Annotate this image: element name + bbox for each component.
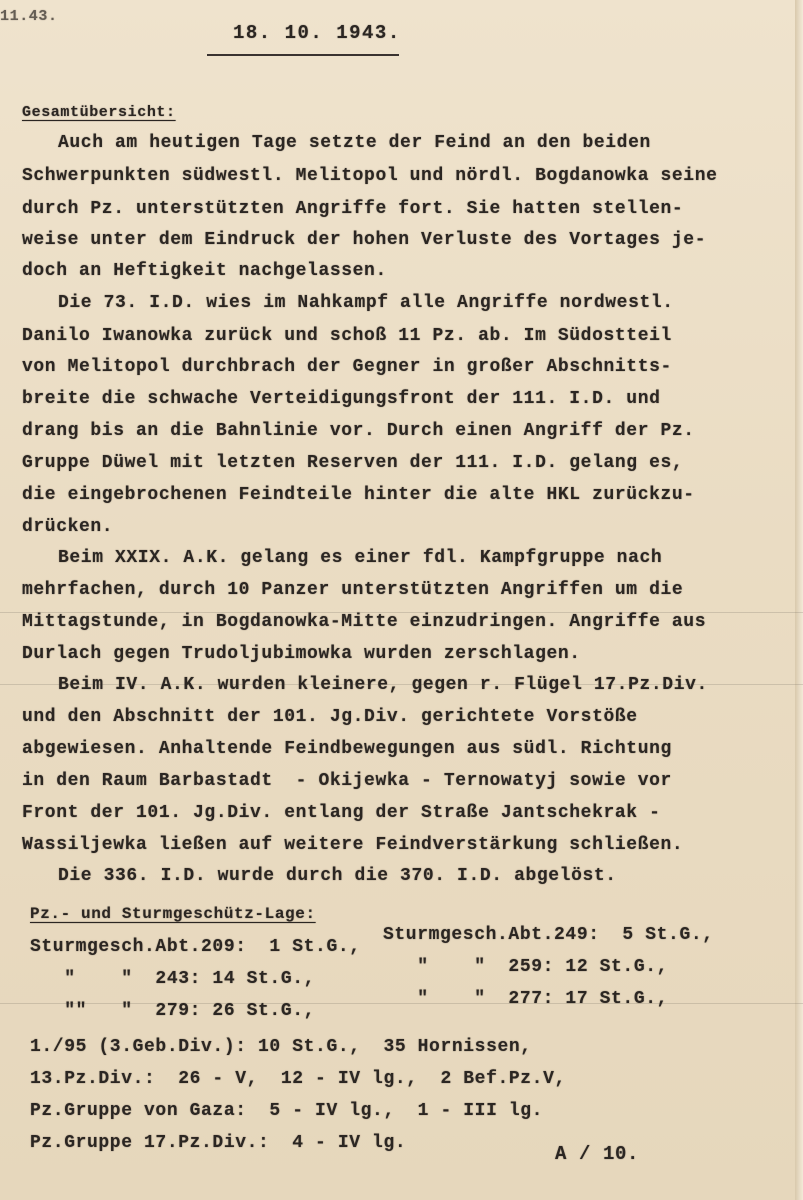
armor-row: Sturmgesch.Abt.249: 5 St.G.,: [383, 925, 714, 945]
armor-row: "" " 279: 26 St.G.,: [30, 1001, 316, 1021]
text-line: die eingebrochenen Feindteile hinter die alte HKL zurückzu-: [22, 485, 695, 505]
text-line: Beim XXIX. A.K. gelang es einer fdl. Kampfgruppe nach: [58, 548, 663, 568]
armor-row: Pz.Gruppe 17.Pz.Div.: 4 - IV lg.: [30, 1133, 407, 1153]
text-line: Die 73. I.D. wies im Nahkampf alle Angriffe nordwestl.: [58, 293, 674, 313]
text-line: Schwerpunkten südwestl. Melitopol und nördl. Bogdanowka seine: [22, 166, 718, 186]
page-marker: 11.43.: [0, 8, 58, 25]
date-underline: [207, 54, 399, 56]
page-reference: A / 10.: [555, 1143, 640, 1165]
text-line: Die 336. I.D. wurde durch die 370. I.D. abgelöst.: [58, 866, 617, 886]
text-line: Beim IV. A.K. wurden kleinere, gegen r. Flügel 17.Pz.Div.: [58, 675, 708, 695]
text-line: Front der 101. Jg.Div. entlang der Straße Jantschekrak -: [22, 803, 661, 823]
text-line: und den Abschnitt der 101. Jg.Div. gerichtete Vorstöße: [22, 707, 638, 727]
text-line: Durlach gegen Trudoljubimowka wurden zerschlagen.: [22, 644, 581, 664]
armor-row: " " 277: 17 St.G.,: [383, 989, 669, 1009]
text-line: von Melitopol durchbrach der Gegner in großer Abschnitts-: [22, 357, 672, 377]
armor-row: 13.Pz.Div.: 26 - V, 12 - IV lg., 2 Bef.Pz.V,: [30, 1069, 566, 1089]
overview-heading: Gesamtübersicht:: [22, 104, 176, 121]
text-line: doch an Heftigkeit nachgelassen.: [22, 261, 387, 281]
page-edge: [795, 0, 803, 1200]
text-line: Wassiljewka ließen auf weitere Feindverstärkung schließen.: [22, 835, 684, 855]
armor-row: " " 243: 14 St.G.,: [30, 969, 316, 989]
text-line: drücken.: [22, 517, 114, 537]
text-line: breite die schwache Verteidigungsfront der 111. I.D. und: [22, 389, 661, 409]
armor-row: 1./95 (3.Geb.Div.): 10 St.G., 35 Hornissen,: [30, 1037, 532, 1057]
document-date: 18. 10. 1943.: [233, 22, 401, 44]
text-line: abgewiesen. Anhaltende Feindbewegungen aus südl. Richtung: [22, 739, 672, 759]
text-line: Mittagstunde, in Bogdanowka-Mitte einzudringen. Angriffe aus: [22, 612, 707, 632]
armor-row: Pz.Gruppe von Gaza: 5 - IV lg., 1 - III lg.: [30, 1101, 544, 1121]
text-line: Auch am heutigen Tage setzte der Feind an den beiden: [58, 133, 651, 153]
text-line: Danilo Iwanowka zurück und schoß 11 Pz. ab. Im Südostteil: [22, 326, 672, 346]
text-line: in den Raum Barbastadt - Okijewka - Ternowatyj sowie vor: [22, 771, 672, 791]
armor-row: " " 259: 12 St.G.,: [383, 957, 669, 977]
text-line: drang bis an die Bahnlinie vor. Durch einen Angriff der Pz.: [22, 421, 695, 441]
armor-row: Sturmgesch.Abt.209: 1 St.G.,: [30, 937, 361, 957]
text-line: durch Pz. unterstützten Angriffe fort. Sie hatten stellen-: [22, 199, 684, 219]
text-line: mehrfachen, durch 10 Panzer unterstützten Angriffen um die: [22, 580, 684, 600]
text-line: Gruppe Düwel mit letzten Reserven der 111. I.D. gelang es,: [22, 453, 684, 473]
armor-heading: Pz.- und Sturmgeschütz-Lage:: [30, 905, 316, 923]
text-line: weise unter dem Eindruck der hohen Verluste des Vortages je-: [22, 230, 707, 250]
